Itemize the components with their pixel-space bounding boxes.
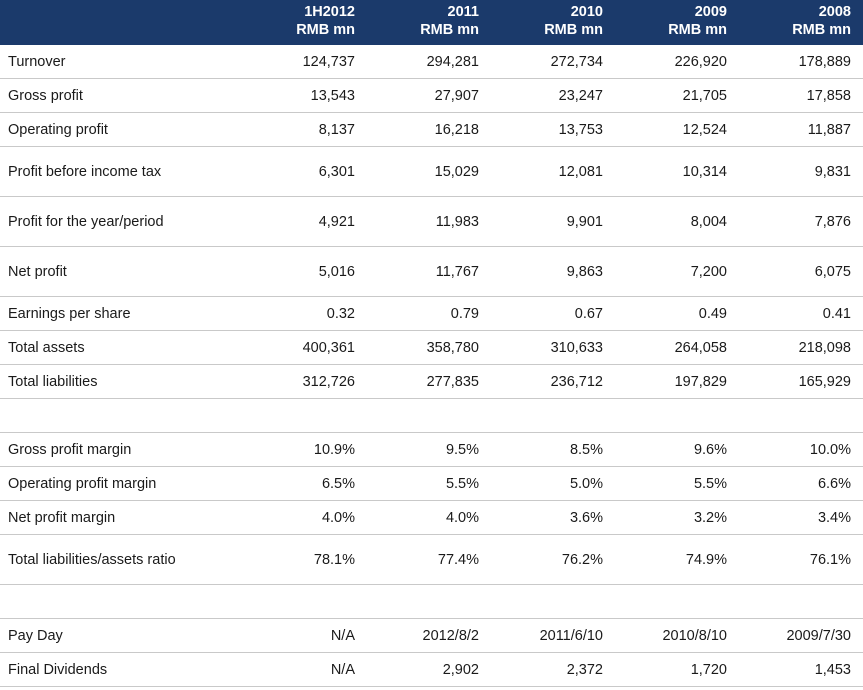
row-value: 0.32 xyxy=(243,297,367,331)
row-value: 310,633 xyxy=(491,331,615,365)
table-row xyxy=(0,501,863,535)
row-value: 6.6% xyxy=(739,467,863,501)
row-value xyxy=(243,585,367,619)
row-label: Pay Day xyxy=(0,619,243,653)
column-header-2011-unit: RMB mn xyxy=(420,21,479,38)
row-value: 3.2% xyxy=(615,501,739,535)
row-value xyxy=(615,399,739,433)
table-row xyxy=(0,535,863,585)
row-value: 1,453 xyxy=(739,653,863,687)
column-header-label xyxy=(0,0,243,45)
table-row xyxy=(0,467,863,501)
row-value: 9.6% xyxy=(615,433,739,467)
row-value: 124,737 xyxy=(243,45,367,79)
row-value: 6,301 xyxy=(243,147,367,197)
row-value: 2,372 xyxy=(491,653,615,687)
row-label: Profit for the year/period xyxy=(0,197,243,247)
row-value: 12,524 xyxy=(615,113,739,147)
row-value: 4.0% xyxy=(243,501,367,535)
row-label xyxy=(0,399,243,433)
row-value: 9,863 xyxy=(491,247,615,297)
row-value: 27,907 xyxy=(367,79,491,113)
row-label: Gross profit xyxy=(0,79,243,113)
header-row xyxy=(0,0,863,45)
row-value: 0.67 xyxy=(491,297,615,331)
column-header-2010-period: 2010 xyxy=(570,4,603,20)
column-header-2010 xyxy=(491,0,615,45)
row-value: 13,753 xyxy=(491,113,615,147)
table-row xyxy=(0,585,863,619)
column-header-2008-unit: RMB mn xyxy=(792,21,851,38)
row-label: Final Dividends xyxy=(0,653,243,687)
table-row xyxy=(0,433,863,467)
row-value xyxy=(615,585,739,619)
row-label: Earnings per share xyxy=(0,297,243,331)
row-value: 2009/7/30 xyxy=(739,619,863,653)
row-value: 23,247 xyxy=(491,79,615,113)
row-label: Total liabilities/assets ratio xyxy=(0,535,243,585)
row-value: 5.0% xyxy=(491,467,615,501)
column-header-1h2012 xyxy=(243,0,367,45)
table-row xyxy=(0,247,863,297)
row-value: 10,314 xyxy=(615,147,739,197)
row-value xyxy=(367,585,491,619)
row-value: 7,876 xyxy=(739,197,863,247)
row-value: 8,137 xyxy=(243,113,367,147)
row-value: 2010/8/10 xyxy=(615,619,739,653)
row-value: 226,920 xyxy=(615,45,739,79)
row-label: Operating profit margin xyxy=(0,467,243,501)
row-value: 9.5% xyxy=(367,433,491,467)
row-value: 76.1% xyxy=(739,535,863,585)
row-value: 1,720 xyxy=(615,653,739,687)
table-row xyxy=(0,619,863,653)
row-value: 8,004 xyxy=(615,197,739,247)
row-value: 6,075 xyxy=(739,247,863,297)
row-value: 2012/8/2 xyxy=(367,619,491,653)
column-header-2011 xyxy=(367,0,491,45)
table-row xyxy=(0,79,863,113)
row-label xyxy=(0,585,243,619)
row-value: 78.1% xyxy=(243,535,367,585)
row-value xyxy=(739,399,863,433)
row-label: Net profit margin xyxy=(0,501,243,535)
row-value: 178,889 xyxy=(739,45,863,79)
row-value: 0.49 xyxy=(615,297,739,331)
row-value: 10.9% xyxy=(243,433,367,467)
row-label: Total liabilities xyxy=(0,365,243,399)
row-value: 11,983 xyxy=(367,197,491,247)
row-value: 12,081 xyxy=(491,147,615,197)
row-value: 3.4% xyxy=(739,501,863,535)
row-value: 2,902 xyxy=(367,653,491,687)
row-value: 16,218 xyxy=(367,113,491,147)
row-value: 197,829 xyxy=(615,365,739,399)
row-value: 74.9% xyxy=(615,535,739,585)
row-value: 312,726 xyxy=(243,365,367,399)
row-value xyxy=(491,399,615,433)
row-value: 5.5% xyxy=(367,467,491,501)
row-value: 13,543 xyxy=(243,79,367,113)
row-value xyxy=(491,585,615,619)
row-label: Net profit xyxy=(0,247,243,297)
row-value: 400,361 xyxy=(243,331,367,365)
row-value: 11,887 xyxy=(739,113,863,147)
row-value: 3.6% xyxy=(491,501,615,535)
row-value: 5.5% xyxy=(615,467,739,501)
column-header-2010-unit: RMB mn xyxy=(544,21,603,38)
row-value: 294,281 xyxy=(367,45,491,79)
table-row xyxy=(0,297,863,331)
row-value: 76.2% xyxy=(491,535,615,585)
row-value: 8.5% xyxy=(491,433,615,467)
row-value: 165,929 xyxy=(739,365,863,399)
row-value: 9,831 xyxy=(739,147,863,197)
row-value: 264,058 xyxy=(615,331,739,365)
row-value xyxy=(243,399,367,433)
table-row xyxy=(0,45,863,79)
column-header-2009-unit: RMB mn xyxy=(668,21,727,38)
row-value: 21,705 xyxy=(615,79,739,113)
row-value: 218,098 xyxy=(739,331,863,365)
row-value: 7,200 xyxy=(615,247,739,297)
table-header xyxy=(0,0,863,45)
row-value: 358,780 xyxy=(367,331,491,365)
column-header-2011-period: 2011 xyxy=(447,4,479,20)
row-value: 272,734 xyxy=(491,45,615,79)
row-value: 5,016 xyxy=(243,247,367,297)
row-value xyxy=(367,399,491,433)
row-value: 15,029 xyxy=(367,147,491,197)
table-row xyxy=(0,653,863,687)
column-header-1h2012-period: 1H2012 xyxy=(304,4,355,20)
table-row xyxy=(0,197,863,247)
table-row xyxy=(0,365,863,399)
row-value: 2011/6/10 xyxy=(491,619,615,653)
table-row xyxy=(0,113,863,147)
row-value: 277,835 xyxy=(367,365,491,399)
row-value: 0.79 xyxy=(367,297,491,331)
row-value: 17,858 xyxy=(739,79,863,113)
row-value: 6.5% xyxy=(243,467,367,501)
column-header-2008-period: 2008 xyxy=(818,4,851,20)
row-value: 77.4% xyxy=(367,535,491,585)
table-body xyxy=(0,45,863,687)
table-row xyxy=(0,147,863,197)
column-header-2008 xyxy=(739,0,863,45)
column-header-1h2012-unit: RMB mn xyxy=(296,21,355,38)
row-value: 9,901 xyxy=(491,197,615,247)
row-label: Turnover xyxy=(0,45,243,79)
row-value xyxy=(739,585,863,619)
table-row xyxy=(0,331,863,365)
row-value: N/A xyxy=(243,653,367,687)
row-value: 0.41 xyxy=(739,297,863,331)
table-row xyxy=(0,399,863,433)
row-value: N/A xyxy=(243,619,367,653)
row-label: Gross profit margin xyxy=(0,433,243,467)
row-label: Profit before income tax xyxy=(0,147,243,197)
column-header-2009-period: 2009 xyxy=(694,4,727,20)
row-value: 11,767 xyxy=(367,247,491,297)
row-label: Operating profit xyxy=(0,113,243,147)
row-value: 4,921 xyxy=(243,197,367,247)
row-value: 236,712 xyxy=(491,365,615,399)
row-value: 4.0% xyxy=(367,501,491,535)
row-label: Total assets xyxy=(0,331,243,365)
column-header-2009 xyxy=(615,0,739,45)
row-value: 10.0% xyxy=(739,433,863,467)
